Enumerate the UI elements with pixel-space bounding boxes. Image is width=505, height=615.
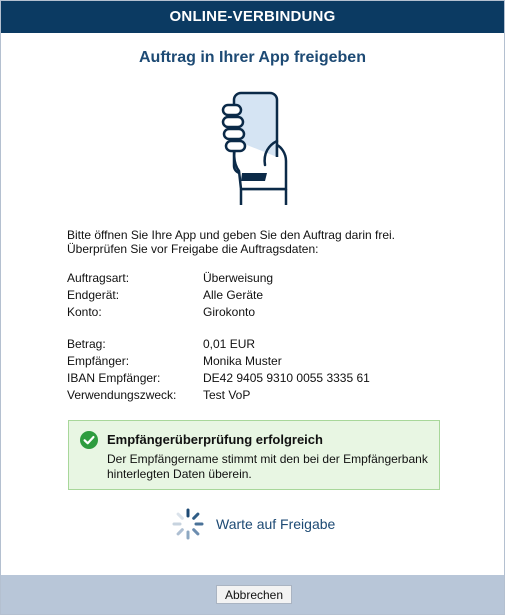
dialog-footer (1, 575, 504, 614)
detail-row-iban (67, 370, 467, 387)
detail-row-reference (67, 387, 467, 404)
detail-row-device (67, 287, 467, 304)
instructions-line-2: Überprüfen Sie vor Freigabe die Auftragsdaten: (67, 242, 319, 256)
check-circle-icon (80, 431, 98, 449)
verification-success-box (68, 420, 440, 490)
detail-row-recipient (67, 353, 467, 370)
dialog-title: ONLINE-VERBINDUNG (1, 1, 504, 33)
detail-row-order-type (67, 270, 467, 287)
order-details (67, 270, 467, 404)
page-title: Auftrag in Ihrer App freigeben (139, 49, 366, 66)
detail-row-amount (67, 336, 467, 353)
detail-value: DE42 9405 9310 0055 3335 61 (203, 371, 370, 385)
detail-label: Auftragsart: (67, 271, 130, 285)
detail-value: 0,01 EUR (203, 337, 256, 351)
detail-value: Alle Geräte (203, 288, 264, 302)
detail-spacer (67, 321, 467, 336)
detail-value: Überweisung (203, 271, 274, 285)
cancel-button[interactable]: Abbrechen (216, 585, 292, 604)
verification-title: Empfängerüberprüfung erfolgreich (107, 432, 323, 447)
detail-label: Endgerät: (67, 288, 120, 302)
detail-value: Test VoP (203, 388, 251, 402)
hand-holding-phone-icon (211, 91, 291, 207)
instructions-line-1: Bitte öffnen Sie Ihre App und geben Sie den Auftrag darin frei. (67, 228, 396, 242)
detail-label: Verwendungszweck: (67, 388, 177, 402)
detail-label: Betrag: (67, 337, 106, 351)
detail-row-account (67, 304, 467, 321)
verification-message: Der Empfängername stimmt mit den bei der Empfängerbank hinterlegten Daten überein. (107, 452, 428, 481)
detail-label: Empfänger: (67, 354, 130, 368)
detail-value: Monika Muster (203, 354, 282, 368)
spinner-icon (171, 507, 205, 541)
detail-value: Girokonto (203, 305, 256, 319)
instructions-text (67, 228, 447, 256)
detail-label: IBAN Empfänger: (67, 371, 161, 385)
waiting-text: Warte auf Freigabe (216, 516, 336, 532)
detail-label: Konto: (67, 305, 102, 319)
